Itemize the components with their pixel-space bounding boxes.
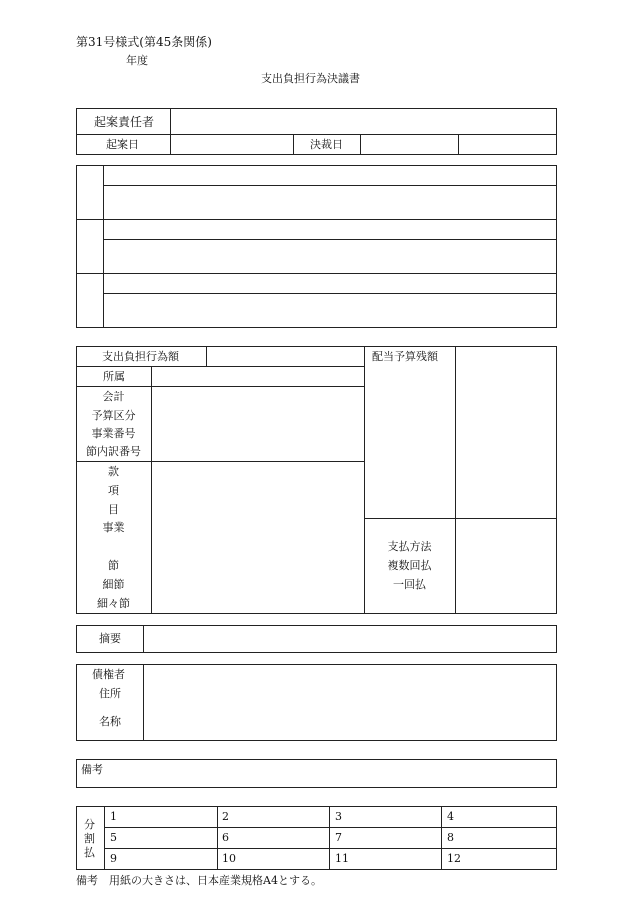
installment-12: 12	[447, 852, 461, 865]
fiscal-year-label: 年度	[126, 54, 148, 67]
budget-label-section-no: 節内訳番号	[86, 445, 141, 458]
payment-method-label: 支払方法	[387, 540, 432, 553]
allocation-field[interactable]	[456, 347, 556, 517]
class-label-saisaisetsu: 細々節	[97, 597, 130, 610]
address-label: 住所	[99, 687, 121, 700]
remarks-label: 備考	[81, 763, 103, 776]
summary-field[interactable]	[144, 626, 556, 652]
installment-2: 2	[222, 810, 229, 823]
allocation-label: 配当予算残額	[372, 350, 438, 363]
installment-8: 8	[447, 831, 454, 844]
payment-single-label: 一回払	[393, 578, 426, 591]
installment-9: 9	[110, 852, 117, 865]
form-number: 第31号様式(第45条関係)	[76, 35, 212, 49]
affiliation-field[interactable]	[152, 367, 363, 385]
class-label-kan: 款	[108, 465, 119, 478]
amount-label: 支出負担行為額	[102, 350, 179, 363]
class-label-kou: 項	[108, 484, 119, 497]
responsible-field[interactable]	[171, 109, 556, 133]
installment-4: 4	[447, 810, 454, 823]
installment-11: 11	[335, 852, 349, 865]
budget-label-project-no: 事業番号	[91, 427, 136, 440]
installment-label: 分割払	[84, 818, 95, 859]
responsible-label: 起案責任者	[94, 115, 155, 129]
budget-label-category: 予算区分	[91, 409, 136, 422]
creditor-field[interactable]	[144, 665, 556, 740]
class-label-saisetsu: 細節	[102, 578, 125, 591]
decision-date-label: 決裁日	[310, 138, 343, 151]
summary-label: 摘要	[99, 632, 121, 645]
installment-7: 7	[335, 831, 342, 844]
affiliation-label: 所属	[103, 370, 125, 383]
amount-field[interactable]	[207, 347, 363, 365]
class-label-jigyou: 事業	[102, 521, 125, 534]
decision-date-field[interactable]	[361, 135, 457, 154]
class-label-setsu: 節	[108, 559, 119, 572]
installment-5: 5	[110, 831, 117, 844]
payment-multiple-label: 複数回払	[387, 559, 432, 572]
page-title: 支出負担行為決議書	[261, 72, 360, 85]
draft-date-label: 起案日	[106, 138, 139, 151]
draft-date-field[interactable]	[171, 135, 292, 154]
installment-3: 3	[335, 810, 342, 823]
name-label: 名称	[99, 715, 121, 728]
installment-1: 1	[110, 810, 117, 823]
budget-label-accounting: 会計	[102, 390, 125, 403]
class-label-moku: 目	[108, 503, 119, 516]
installment-10: 10	[222, 852, 236, 865]
footnote: 備考 用紙の大きさは、日本産業規格A4とする。	[76, 874, 322, 887]
creditor-label: 債権者	[92, 668, 125, 681]
installment-6: 6	[222, 831, 229, 844]
